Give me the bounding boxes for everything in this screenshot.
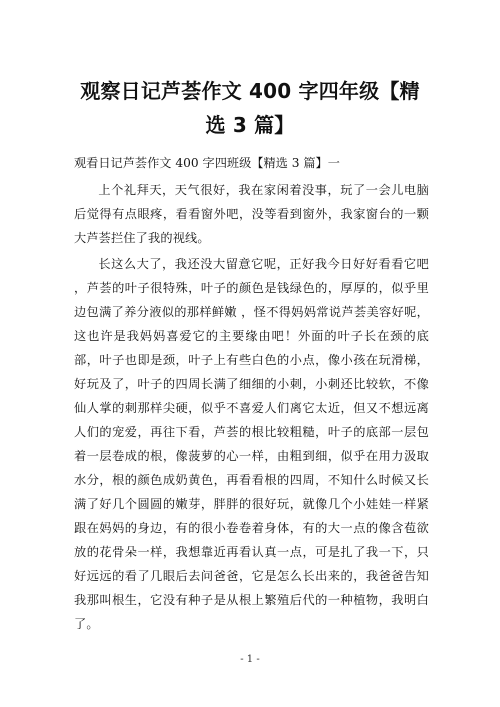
paragraph-2: 长这么大了，我还没大留意它呢，正好我今日好好看看它吧 ，芦荟的叶子很特殊，叶子的颜色是钱绿色的，厚厚的，似乎里边包满了养分液似的那样鲜嫩 ，怪不得妈妈常说芦荟美容好呢，这也许是我妈妈喜爱它的主要缘由吧！外面的叶子长在颈的底部，叶子也即是颈，叶子上有些白色的小点，像小孩在玩滑梯，好玩及了，叶子的四周长满了细细的小刺，小刺还比较软，不像仙人掌的刺那样尖硬，似乎不喜爱人们离它太近，但又不想远离人们的宠爱，再往下看，芦荟的根比较粗糙，叶子的底部一层包着一层卷成的根，像菠萝的心一样，由粗到细，似乎在用力汲取水分，根的颜色成奶黄色，再看看根的四周，不知什么时候又长满了好几个圆圆的嫩芽，胖胖的很好玩，就像几个小娃娃一样紧跟在妈妈的身边，有的很小卷卷着身体，有的大一点的像含苞欲放的花骨朵一样，我想靠近再看认真一点，可是扎了我一下，只好远远的看了几眼后去问爸爸，它是怎么长出来的，我爸爸告知我那叫根生，它没有种子是从根上繁殖后代的一种植物，我明白了。 bbox=[74, 257, 429, 631]
page-number: - 1 - bbox=[240, 654, 260, 665]
paragraph-1: 上个礼拜天，天气很好，我在家闲着没事，玩了一会儿电脑后觉得有点眼疼，看看窗外吧，没等看到窗外，我家窗台的一颗大芦荟拦住了我的视线。 bbox=[74, 183, 429, 245]
document-subtitle: 观看日记芦荟作文 400 字四班级【精选 3 篇】一 bbox=[74, 156, 340, 170]
document-title: 观察日记芦荟作文 400 字四年级【精选 3 篇】 bbox=[80, 79, 420, 137]
